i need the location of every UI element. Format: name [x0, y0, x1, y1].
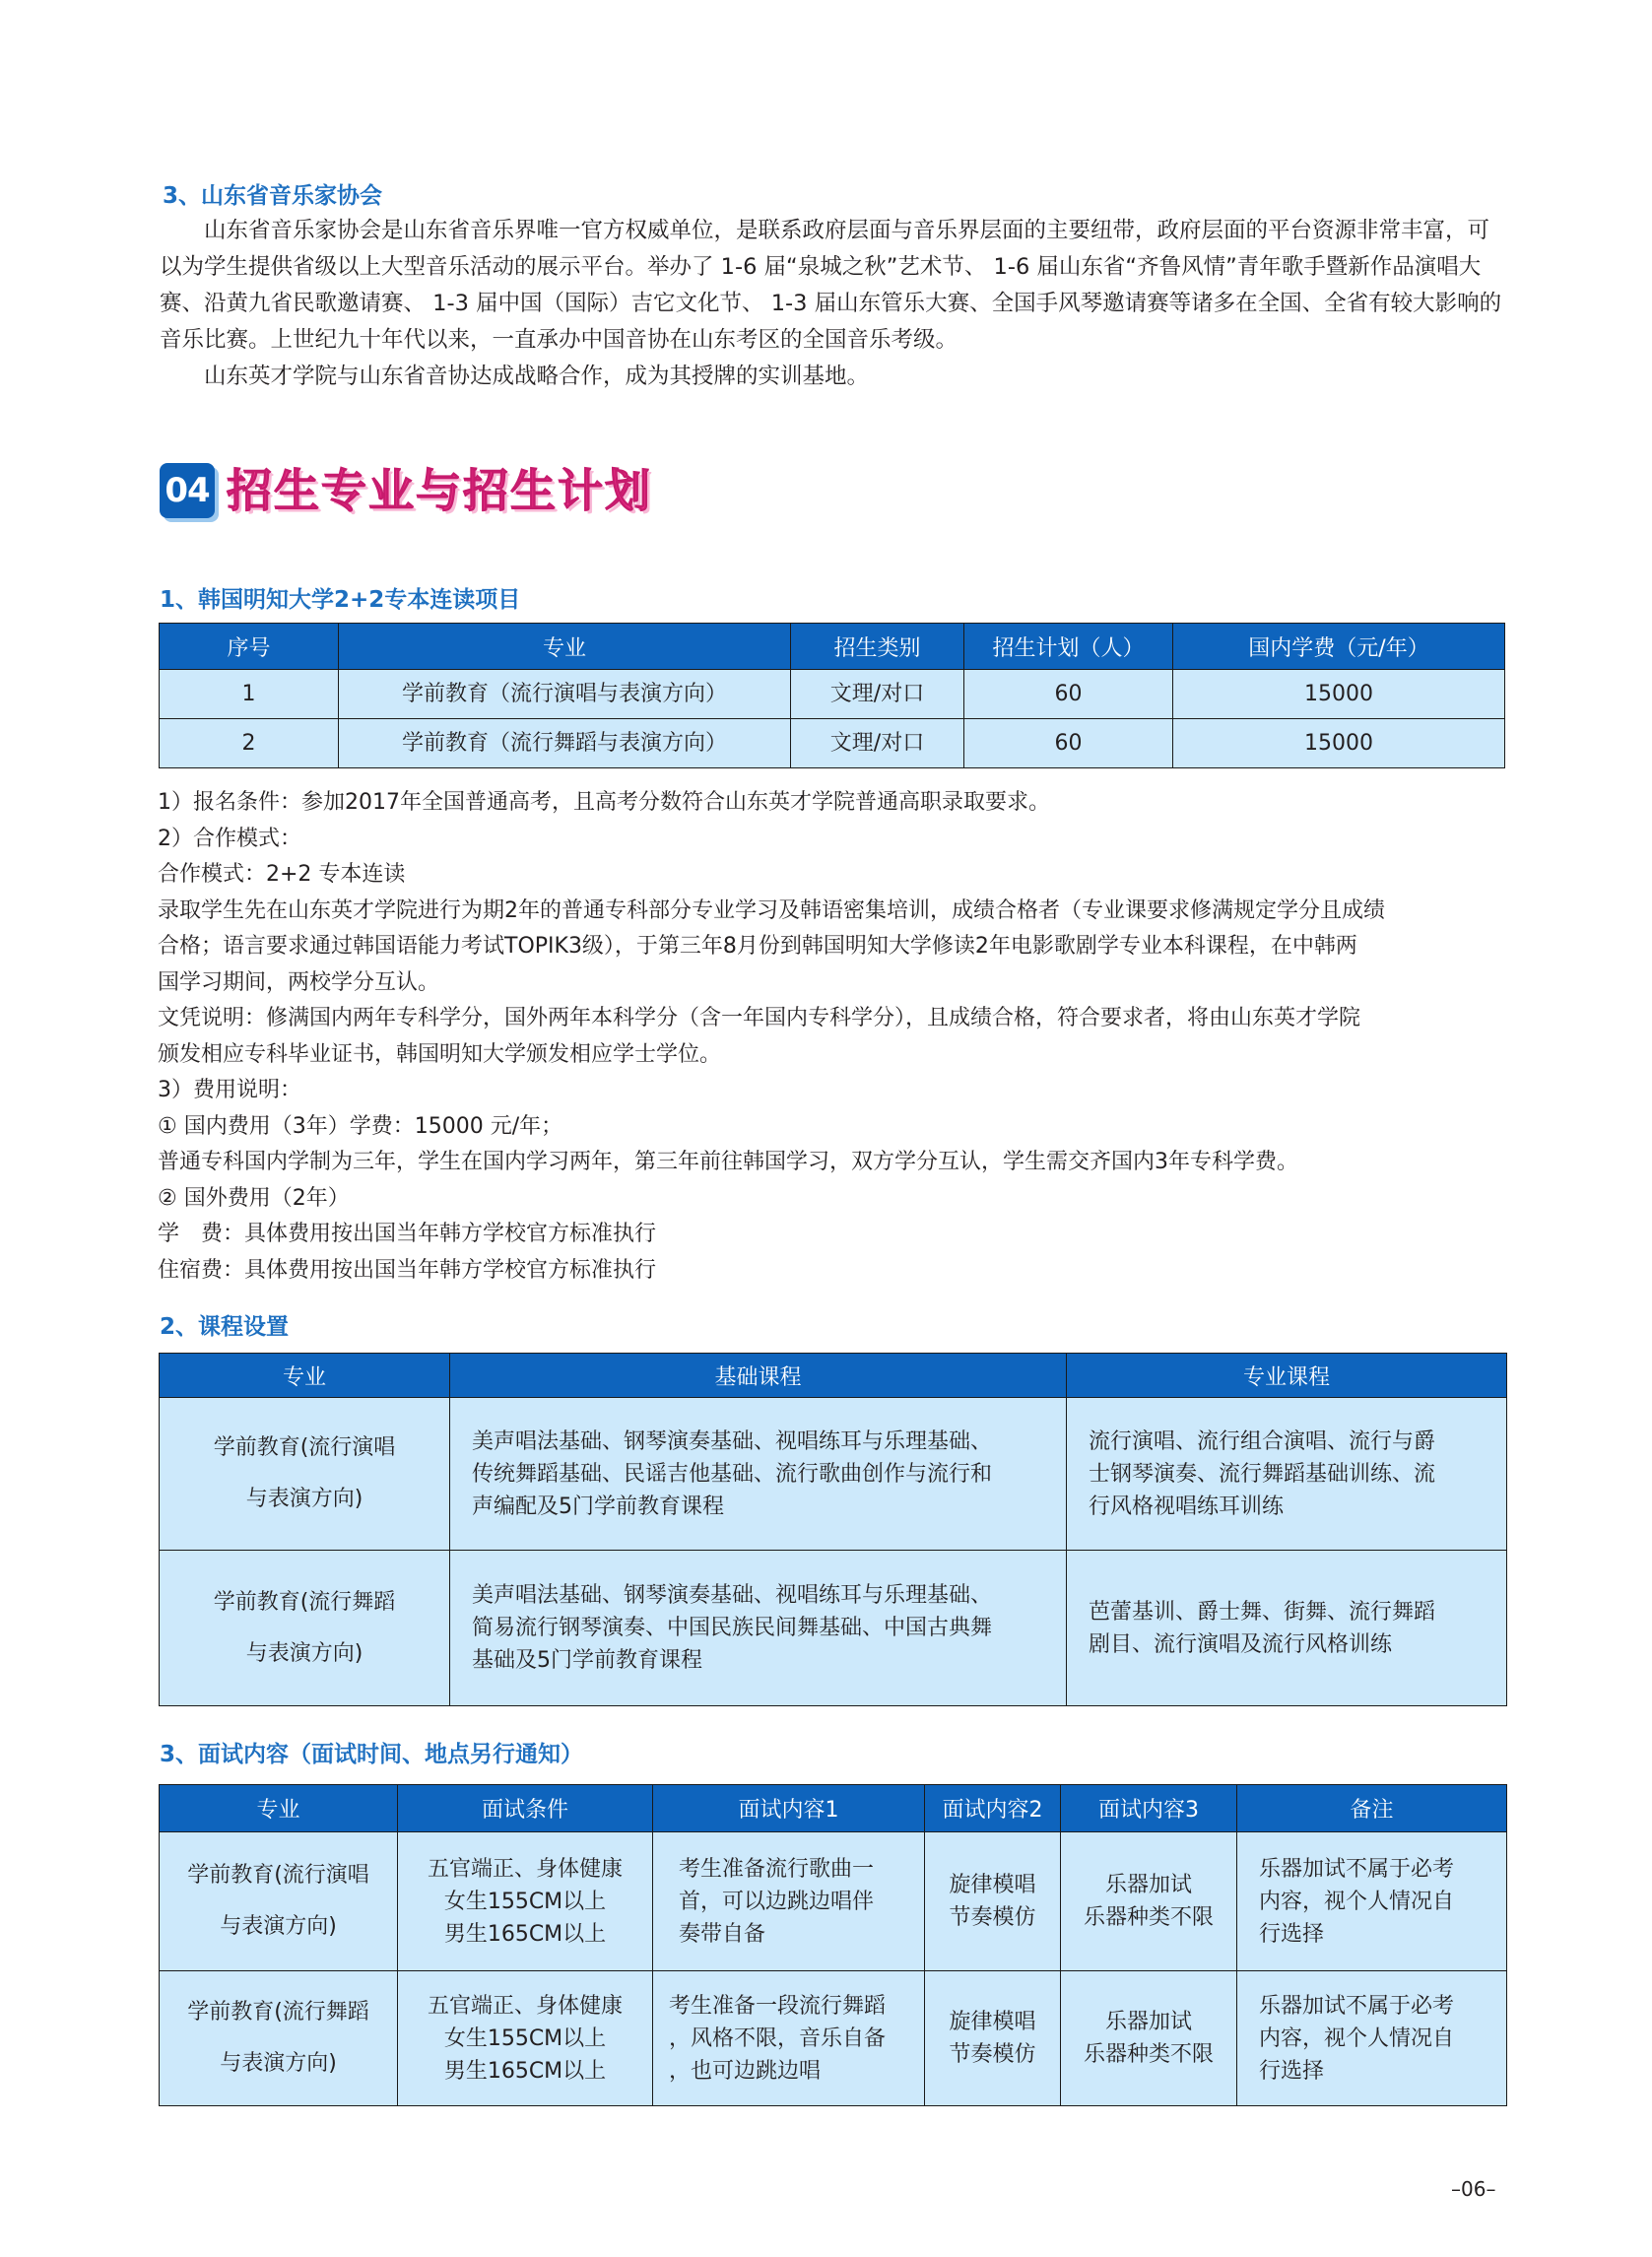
cell-line: 行选择	[1259, 2058, 1325, 2084]
note-line: 合格；语言要求通过韩国语能力考试TOPIK3级），于第三年8月份到韩国明知大学修读2年电影歌剧学专业本科课程，在中韩两	[158, 934, 1357, 959]
table-cell	[1237, 1971, 1507, 2106]
table-cell	[1061, 1971, 1237, 2106]
cell-line: 男生165CM以上	[443, 2058, 607, 2084]
col-header: 备注	[1237, 1785, 1507, 1832]
table-cell	[160, 1971, 398, 2106]
cell-line: 基础及5门学前教育课程	[472, 1648, 702, 1673]
table-cell	[160, 1398, 450, 1551]
cell-line: 女生155CM以上	[443, 1889, 607, 1914]
cell-line: 奏带自备	[679, 1921, 766, 1947]
table-row	[160, 1551, 1507, 1706]
note-line: 录取学生先在山东英才学院进行为期2年的普通专科部分专业学习及韩语密集培训，成绩合格者（专业课要求修满规定学分且成绩	[158, 897, 1386, 923]
cell-line: 乐器加试不属于必考	[1259, 1856, 1455, 1882]
cell-line: 学前教育(流行舞蹈	[187, 2000, 369, 2025]
cell-line: 内容，视个人情况自	[1259, 2025, 1455, 2051]
cell-line: 女生155CM以上	[443, 2025, 607, 2051]
note-line: 合作模式：2+2 专本连读	[158, 862, 406, 887]
table-cell	[1067, 1398, 1507, 1551]
table-cell: 15000	[1173, 670, 1505, 719]
cell-line: 士钢琴演奏、流行舞蹈基础训练、流	[1089, 1461, 1436, 1487]
table-cell: 60	[964, 670, 1173, 719]
table-cell	[450, 1551, 1067, 1706]
cell-line: 考生准备一段流行舞蹈	[669, 1993, 887, 2019]
table-row	[160, 670, 1505, 719]
cell-line: 与表演方向)	[220, 1914, 337, 1939]
table-cell: 学前教育（流行演唱与表演方向）	[339, 670, 791, 719]
cell-line: 男生165CM以上	[443, 1921, 607, 1947]
cell-line: 芭蕾基训、爵士舞、街舞、流行舞蹈	[1089, 1599, 1436, 1625]
cell-line: 与表演方向)	[245, 1487, 363, 1511]
table-cell	[1237, 1832, 1507, 1971]
cell-line: 乐器加试	[1104, 1873, 1192, 1897]
table-cell: 15000	[1173, 719, 1505, 768]
cell-line: 节奏模仿	[949, 1905, 1036, 1930]
cell-line: 考生准备流行歌曲一	[679, 1856, 875, 1882]
table-cell	[398, 1971, 653, 2106]
table-cell	[1061, 1832, 1237, 1971]
part1-notes	[158, 785, 1537, 1289]
cell-line: 流行演唱、流行组合演唱、流行与爵	[1089, 1428, 1436, 1454]
cell-line: ，风格不限，音乐自备	[669, 2025, 887, 2051]
table-row	[160, 1971, 1507, 2106]
col-header: 专业	[160, 1785, 398, 1832]
cell-line: 乐器加试不属于必考	[1259, 1993, 1455, 2019]
section3-heading: 3、山东省音乐家协会	[163, 183, 383, 209]
table-header-row	[160, 624, 1505, 670]
cell-line: 乐器种类不限	[1083, 1905, 1214, 1930]
cell-line: 简易流行钢琴演奏、中国民族民间舞基础、中国古典舞	[472, 1616, 993, 1640]
col-header: 序号	[160, 624, 339, 670]
cell-line: 旋律模唱	[949, 2010, 1036, 2034]
table-cell	[653, 1971, 925, 2106]
note-line: ① 国内费用（3年）学费：15000 元/年；	[158, 1113, 563, 1139]
col-header: 面试条件	[398, 1785, 653, 1832]
col-header: 面试内容2	[925, 1785, 1061, 1832]
table-header-row	[160, 1354, 1507, 1398]
section3-paragraph: 山东省音乐家协会是山东省音乐界唯一官方权威单位，是联系政府层面与音乐界层面的主要纽带，政府层面的平台资源非常丰富，可以为学生提供省级以上大型音乐活动的展示平台。举办了 1-6 届“泉城之秋”艺术节、 1-6 届山东省“齐鲁风情”青年歌手暨新作品演唱大赛、沿黄九省民歌邀请赛、 1-3 届中国（国际）吉它文化节、 1-3 届山东管乐大赛、全国手风琴邀请赛等诸多在全国、全省有较大影响的音乐比赛。上世纪九十年代以来，一直承办中国音协在山东考区的全国音乐考级。	[160, 218, 1502, 353]
col-header: 国内学费（元/年）	[1173, 624, 1505, 670]
interview-table	[159, 1784, 1507, 2106]
note-line: 住宿费：具体费用按出国当年韩方学校官方标准执行	[158, 1257, 657, 1283]
section3-paragraph: 山东英才学院与山东省音协达成战略合作，成为其授牌的实训基地。	[204, 364, 870, 389]
cell-line: 与表演方向)	[220, 2051, 337, 2076]
cell-line: 乐器种类不限	[1083, 2042, 1214, 2067]
table-cell	[1067, 1551, 1507, 1706]
cell-line: 美声唱法基础、钢琴演奏基础、视唱练耳与乐理基础、	[472, 1583, 993, 1608]
col-header: 面试内容3	[1061, 1785, 1237, 1832]
table-cell	[925, 1832, 1061, 1971]
table-cell: 学前教育（流行舞蹈与表演方向）	[339, 719, 791, 768]
cell-line: 声编配及5门学前教育课程	[472, 1494, 724, 1519]
enrollment-table	[159, 623, 1505, 768]
table-cell	[653, 1832, 925, 1971]
table-cell: 2	[160, 719, 339, 768]
note-line: 文凭说明：修满国内两年专科学分，国外两年本科学分（含一年国内专科学分），且成绩合格，符合要求者，将由山东英才学院	[158, 1006, 1361, 1030]
cell-line: 剧目、流行演唱及流行风格训练	[1089, 1631, 1393, 1657]
cell-line: ，也可边跳边唱	[669, 2058, 822, 2084]
table-row	[160, 1398, 1507, 1551]
table-cell: 60	[964, 719, 1173, 768]
note-line: 2）合作模式：	[158, 826, 301, 851]
cell-line: 传统舞蹈基础、民谣吉他基础、流行歌曲创作与流行和	[472, 1461, 993, 1487]
page-number: –06–	[1451, 2177, 1496, 2201]
cell-line: 学前教育(流行演唱	[213, 1435, 396, 1460]
cell-line: 学前教育(流行演唱	[187, 1863, 369, 1888]
note-line: 普通专科国内学制为三年，学生在国内学习两年，第三年前往韩国学习，双方学分互认，学生需交齐国内3年专科学费。	[158, 1150, 1299, 1174]
part1-heading: 1、韩国明知大学2+2专本连读项目	[160, 587, 521, 613]
table-row	[160, 719, 1505, 768]
col-header: 专业课程	[1067, 1354, 1507, 1398]
table-cell: 1	[160, 670, 339, 719]
cell-line: 五官端正、身体健康	[427, 1993, 623, 2019]
note-line: ② 国外费用（2年）	[158, 1185, 350, 1211]
note-line: 国学习期间，两校学分互认。	[158, 969, 440, 995]
part3-heading: 3、面试内容（面试时间、地点另行通知）	[160, 1742, 584, 1767]
cell-line: 节奏模仿	[949, 2042, 1036, 2067]
cell-line: 内容，视个人情况自	[1259, 1889, 1455, 1914]
cell-line: 美声唱法基础、钢琴演奏基础、视唱练耳与乐理基础、	[472, 1428, 993, 1454]
cell-line: 五官端正、身体健康	[427, 1856, 623, 1882]
table-row	[160, 1832, 1507, 1971]
col-header: 专业	[339, 624, 791, 670]
cell-line: 行选择	[1259, 1921, 1325, 1947]
section-banner-title: 招生专业与招生计划	[227, 464, 652, 517]
section3-body	[160, 213, 1509, 395]
note-line: 学 费：具体费用按出国当年韩方学校官方标准执行	[158, 1222, 657, 1246]
part2-heading: 2、课程设置	[160, 1314, 290, 1340]
cell-line: 学前教育(流行舞蹈	[213, 1589, 396, 1615]
col-header: 基础课程	[450, 1354, 1067, 1398]
col-header: 面试内容1	[653, 1785, 925, 1832]
cell-line: 乐器加试	[1104, 2010, 1192, 2034]
table-cell	[160, 1551, 450, 1706]
col-header: 招生类别	[791, 624, 964, 670]
cell-line: 首，可以边跳边唱伴	[679, 1889, 875, 1914]
table-cell: 文理/对口	[791, 670, 964, 719]
note-line: 3）费用说明：	[158, 1078, 301, 1102]
note-line: 1）报名条件：参加2017年全国普通高考，且高考分数符合山东英才学院普通高职录取要求。	[158, 790, 1050, 815]
table-cell	[160, 1832, 398, 1971]
table-cell	[398, 1832, 653, 1971]
note-line: 颁发相应专科毕业证书，韩国明知大学颁发相应学士学位。	[158, 1041, 722, 1067]
col-header: 招生计划（人）	[964, 624, 1173, 670]
cell-line: 行风格视唱练耳训练	[1089, 1494, 1285, 1519]
col-header: 专业	[160, 1354, 450, 1398]
table-header-row	[160, 1785, 1507, 1832]
table-cell	[450, 1398, 1067, 1551]
curriculum-table	[159, 1353, 1507, 1706]
section-number-badge: 04	[160, 463, 215, 518]
cell-line: 与表演方向)	[245, 1640, 363, 1666]
table-cell	[925, 1971, 1061, 2106]
cell-line: 旋律模唱	[949, 1873, 1036, 1897]
table-cell: 文理/对口	[791, 719, 964, 768]
